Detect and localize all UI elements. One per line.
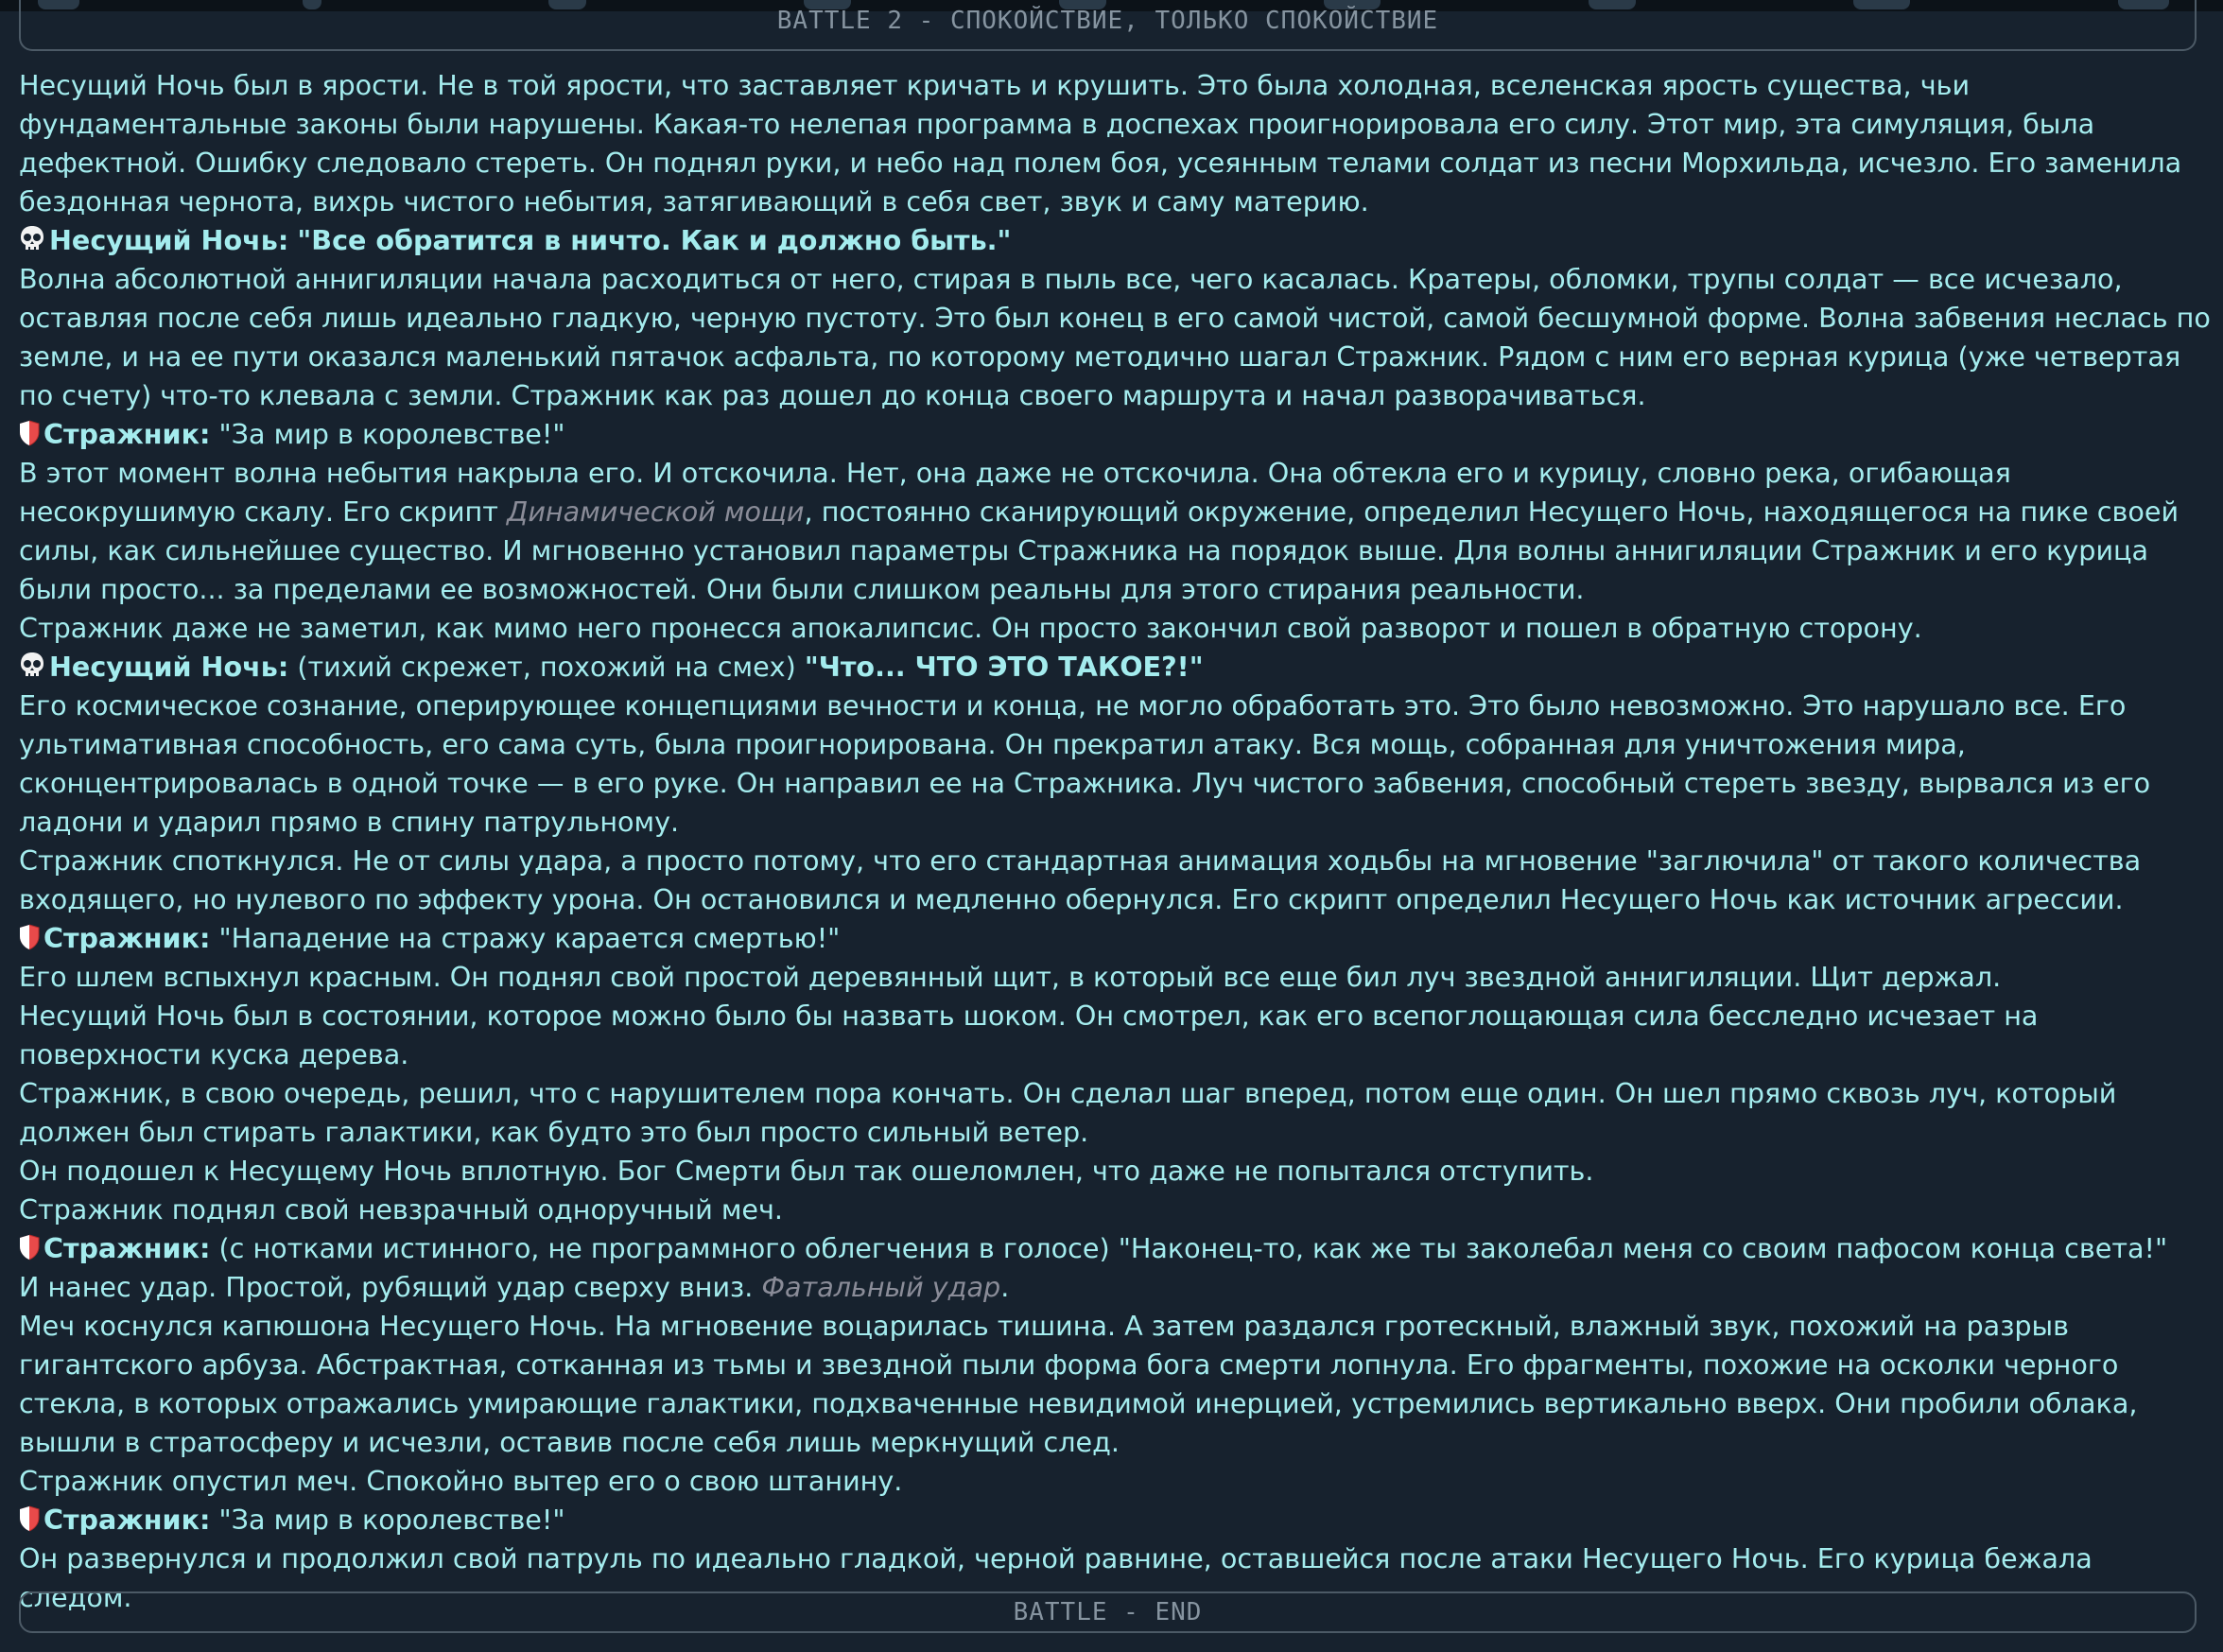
dialogue-line xyxy=(19,221,2213,260)
speaker-name: Стражник: xyxy=(43,1232,211,1264)
dialogue-line xyxy=(19,1229,2213,1268)
story-text-fragment: В этот момент волна небытия накрыла его. И отскочила. Нет, она даже не отскочила. Она обтекла его и курицу, словно река, огибающая несокрушимую скалу. Его скрипт xyxy=(19,457,2011,528)
story-text-fragment: . xyxy=(1000,1271,1010,1303)
dialogue-stage-direction: (тихий скрежет, похожий на смех) xyxy=(297,651,796,683)
dialogue-quote: (с нотками истинного, не программного облегчения в голосе) "Наконец-то, как же ты заколебал меня со своим пафосом конца света!" xyxy=(218,1232,2168,1264)
shield-icon xyxy=(19,922,40,948)
shield-icon xyxy=(19,1504,40,1530)
shield-icon xyxy=(19,418,40,444)
story-paragraph xyxy=(19,454,2213,609)
story-text-fragment: И нанес удар. Простой, рубящий удар сверху вниз. xyxy=(19,1271,762,1303)
battle-header-banner: BATTLE 2 - СПОКОЙСТВИЕ, ТОЛЬКО СПОКОЙСТВИЕ xyxy=(19,0,2197,51)
dialogue-quote: "Что... ЧТО ЭТО ТАКОЕ?!" xyxy=(804,651,1204,683)
story-paragraph xyxy=(19,1268,2213,1307)
ability-name: Динамической мощи xyxy=(506,496,805,528)
story-text-fragment: , постоянно сканирующий окружение, определил Несущего Ночь, находящегося на пике своей силы, как сильнейшее существо. И мгновенно установил параметры Стражника на порядок выше. Для волны аннигиляции Стражник и его курица были просто... за пределами ее возможностей. Они были слишком реальны для этого стирания реальности. xyxy=(19,496,2180,605)
skull-icon xyxy=(19,651,45,681)
story-paragraph: Несущий Ночь был в ярости. Не в той ярости, что заставляет кричать и крушить. Это была холодная, вселенская ярость существа, чьи фундаментальные законы были нарушены. Какая-то нелепая программа в доспехах проигнорировала его силу. Этот мир, эта симуляция, была дефектной. Ошибку следовало стереть. Он поднял руки, и небо над полем боя, усеянным телами солдат из песни Морхильда, исчезло. Его заменила бездонная чернота, вихрь чистого небытия, затягивающий в себя свет, звук и саму материю. xyxy=(19,69,2182,217)
dialogue-line xyxy=(19,648,2213,687)
story-paragraph: Стражник, в свою очередь, решил, что с нарушителем пора кончать. Он сделал шаг вперед, потом еще один. Он шел прямо сквозь луч, который должен был стирать галактики, как будто это был просто сильный ветер. xyxy=(19,1077,2117,1148)
battle-footer-banner: BATTLE - END xyxy=(19,1591,2197,1633)
skull-icon xyxy=(19,224,45,254)
story-paragraph: Стражник споткнулся. Не от силы удара, а просто потому, что его стандартная анимация ходьбы на мгновение "заглючила" от такого количества входящего, но нулевого по эффекту урона. Он остановился и медленно обернулся. Его скрипт определил Несущего Ночь как источник агрессии. xyxy=(19,844,2142,915)
story-paragraph: Несущий Ночь был в состоянии, которое можно было бы назвать шоком. Он смотрел, как его всепоглощающая сила бесследно исчезает на поверхности куска дерева. xyxy=(19,1000,2039,1070)
dialogue-quote: "За мир в королевстве!" xyxy=(218,418,565,450)
ability-name: Фатальный удар xyxy=(761,1271,1001,1303)
speaker-name: Несущий Ночь: xyxy=(49,651,289,683)
story-paragraph: Он развернулся и продолжил свой патруль по идеально гладкой, черной равнине, оставшейся после атаки Несущего Ночь. Его курица бежала следом. xyxy=(19,1542,2093,1613)
story-paragraph: Меч коснулся капюшона Несущего Ночь. На мгновение воцарилась тишина. А затем раздался гротескный, влажный звук, похожий на разрыв гигантского арбуза. Абстрактная, сотканная из тьмы и звездной пыли форма бога смерти лопнула. Его фрагменты, похожие на осколки черного стекла, в которых отражались умирающие галактики, подхваченные невидимой инерцией, устремились вертикально вверх. Они пробили облака, вышли в стратосферу и исчезли, оставив после себя лишь меркнущий след. xyxy=(19,1310,2138,1458)
story-text xyxy=(19,66,2213,1617)
story-paragraph: Он подошел к Несущему Ночь вплотную. Бог Смерти был так ошеломлен, что даже не попытался отступить. xyxy=(19,1155,1594,1187)
speaker-name: Стражник: xyxy=(43,1504,211,1536)
shield-icon xyxy=(19,1232,40,1259)
dialogue-quote: "Все обратится в ничто. Как и должно быть." xyxy=(297,224,1012,256)
story-paragraph: Его шлем вспыхнул красным. Он поднял свой простой деревянный щит, в который все еще бил луч звездной аннигиляции. Щит держал. xyxy=(19,961,2002,993)
dialogue-quote: "За мир в королевстве!" xyxy=(218,1504,565,1536)
speaker-name: Стражник: xyxy=(43,418,211,450)
dialogue-line xyxy=(19,415,2213,454)
dialogue-line xyxy=(19,919,2213,958)
story-paragraph: Волна абсолютной аннигиляции начала расходиться от него, стирая в пыль все, чего касалась. Кратеры, обломки, трупы солдат — все исчезало, оставляя после себя лишь идеально гладкую, черную пустоту. Это был конец в его самой чистой, самой бесшумной форме. Волна забвения неслась по земле, и на ее пути оказался маленький пятачок асфальта, по которому методично шагал Стражник. Рядом с ним его верная курица (уже четвертая по счету) что-то клевала с земли. Стражник как раз дошел до конца своего маршрута и начал разворачиваться. xyxy=(19,263,2211,411)
story-paragraph: Его космическое сознание, оперирующее концепциями вечности и конца, не могло обработать это. Это было невозможно. Это нарушало все. Его ультимативная способность, его сама суть, была проигнорирована. Он прекратил атаку. Вся мощь, собранная для уничтожения мира, сконцентрировалась в одной точке — в его руке. Он направил ее на Стражника. Луч чистого забвения, способный стереть звезду, вырвался из его ладони и ударил прямо в спину патрульному. xyxy=(19,689,2151,838)
story-paragraph: Стражник даже не заметил, как мимо него пронесся апокалипсис. Он просто закончил свой разворот и пошел в обратную сторону. xyxy=(19,612,1922,644)
story-paragraph: Стражник поднял свой невзрачный одноручный меч. xyxy=(19,1193,784,1226)
dialogue-quote: "Нападение на стражу карается смертью!" xyxy=(218,922,841,954)
speaker-name: Несущий Ночь: xyxy=(49,224,289,256)
speaker-name: Стражник: xyxy=(43,922,211,954)
dialogue-line xyxy=(19,1501,2213,1539)
story-paragraph: Стражник опустил меч. Спокойно вытер его о свою штанину. xyxy=(19,1465,903,1497)
